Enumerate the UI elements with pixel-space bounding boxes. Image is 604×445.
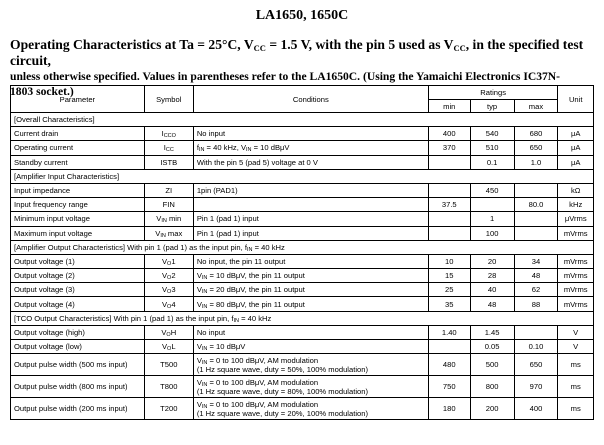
text-part: No input, the pin 11 output xyxy=(196,256,286,266)
min-cell: 35 xyxy=(428,297,470,311)
typ-cell: 510 xyxy=(470,141,514,155)
symbol-cell xyxy=(144,398,193,420)
subscript: IN xyxy=(201,381,208,388)
subscript: IN xyxy=(201,403,208,410)
table-row xyxy=(11,354,594,376)
max-cell xyxy=(514,226,558,240)
symbol-suffix: 4 xyxy=(171,299,176,309)
text-part: = 20 dBμV, the pin 11 output xyxy=(207,285,305,295)
typ-cell: 40 xyxy=(470,283,514,297)
typ-cell: 28 xyxy=(470,269,514,283)
table-row xyxy=(11,183,594,197)
typ-cell: 0.1 xyxy=(470,155,514,169)
max-cell: 80.0 xyxy=(514,198,558,212)
conditions-cell xyxy=(193,354,428,376)
subscript: IN xyxy=(201,359,208,366)
unit-cell: μA xyxy=(558,155,594,169)
typ-cell: 100 xyxy=(470,226,514,240)
subscript: IN xyxy=(201,289,208,296)
symbol-suffix: 2 xyxy=(171,271,176,281)
symbol-main: V xyxy=(156,214,162,224)
min-cell xyxy=(428,340,470,354)
text-part: = 40 kHz xyxy=(252,242,285,252)
text-part: (1 Hz square wave, duty = 50%, 100% modulation) xyxy=(196,364,368,374)
table-row xyxy=(11,254,594,268)
text-part: No input xyxy=(196,129,226,139)
heading-line2: unless otherwise specified. Values in parentheses refer to the LA1650C. (Using the Yamaichi Electronics IC37N- xyxy=(10,70,561,83)
symbol-suffix: min xyxy=(166,214,182,224)
text-part: (1 Hz square wave, duty = 80%, 100% modulation) xyxy=(196,386,368,396)
parameter-cell: Output voltage (1) xyxy=(11,254,145,268)
typ-cell: 450 xyxy=(470,183,514,197)
conditions-cell xyxy=(193,376,428,398)
table-row xyxy=(11,340,594,354)
parameter-cell: Output pulse width (200 ms input) xyxy=(11,398,145,420)
symbol-sub: O xyxy=(167,346,172,353)
text-part: = 10 dBμV xyxy=(207,342,246,352)
unit-cell: mVrms xyxy=(558,254,594,268)
symbol-main: ZI xyxy=(165,186,173,196)
text-part: V xyxy=(196,399,202,409)
conditions-cell xyxy=(193,155,428,169)
heading-part5: CC xyxy=(453,43,466,53)
unit-cell: ms xyxy=(558,354,594,376)
typ-cell: 800 xyxy=(470,376,514,398)
text-part: V xyxy=(196,299,202,309)
max-cell xyxy=(514,325,558,339)
symbol-cell xyxy=(144,376,193,398)
section-header-row xyxy=(11,240,594,254)
symbol-suffix: 1 xyxy=(171,256,176,266)
symbol-suffix: max xyxy=(165,228,183,238)
unit-cell: mVrms xyxy=(558,226,594,240)
min-cell xyxy=(428,212,470,226)
table-row xyxy=(11,376,594,398)
text-part: f xyxy=(196,143,199,153)
conditions-cell xyxy=(193,254,428,268)
operating-characteristics-table xyxy=(10,85,594,420)
unit-cell: μA xyxy=(558,141,594,155)
heading-part1: Operating Characteristics xyxy=(10,37,162,52)
symbol-cell xyxy=(144,297,193,311)
text-part: [TCO Output Characteristics] With pin 1 (pad 1) as the input pin, f xyxy=(14,313,234,323)
heading-part4: = 1.5 V, with the pin 5 used as V xyxy=(265,37,454,52)
symbol-sub: IN xyxy=(161,218,167,225)
min-cell: 480 xyxy=(428,354,470,376)
conditions-cell xyxy=(193,325,428,339)
section-title xyxy=(11,311,594,325)
symbol-suffix: H xyxy=(170,327,177,337)
max-cell: 0.10 xyxy=(514,340,558,354)
text-part: = 40 kHz, V xyxy=(204,143,247,153)
min-cell: 1.40 xyxy=(428,325,470,339)
max-cell xyxy=(514,183,558,197)
unit-cell: kHz xyxy=(558,198,594,212)
typ-cell: 0.05 xyxy=(470,340,514,354)
symbol-sub: O xyxy=(167,275,172,282)
table-row xyxy=(11,398,594,420)
conditions-cell xyxy=(193,398,428,420)
parameter-cell: Output voltage (high) xyxy=(11,325,145,339)
typ-cell: 200 xyxy=(470,398,514,420)
text-part: V xyxy=(196,355,202,365)
min-cell: 400 xyxy=(428,127,470,141)
min-cell: 15 xyxy=(428,269,470,283)
symbol-cell xyxy=(144,127,193,141)
conditions-cell xyxy=(193,212,428,226)
symbol-cell xyxy=(144,325,193,339)
symbol-cell xyxy=(144,283,193,297)
header-max: max xyxy=(514,100,558,113)
table-body xyxy=(11,113,594,420)
min-cell: 37.5 xyxy=(428,198,470,212)
table-row xyxy=(11,212,594,226)
text-part: V xyxy=(196,285,202,295)
max-cell: 400 xyxy=(514,398,558,420)
max-cell: 88 xyxy=(514,297,558,311)
max-cell: 680 xyxy=(514,127,558,141)
max-cell: 1.0 xyxy=(514,155,558,169)
subscript: IN xyxy=(246,147,252,154)
symbol-main: I xyxy=(161,129,164,139)
min-cell: 25 xyxy=(428,283,470,297)
table-row xyxy=(11,269,594,283)
symbol-cell xyxy=(144,141,193,155)
conditions-cell xyxy=(193,226,428,240)
max-cell: 62 xyxy=(514,283,558,297)
symbol-main: V xyxy=(161,285,168,295)
section-header-row xyxy=(11,113,594,127)
parameter-cell: Input impedance xyxy=(11,183,145,197)
symbol-sub: O xyxy=(167,260,172,267)
symbol-sub: O xyxy=(167,303,172,310)
parameter-cell: Output voltage (4) xyxy=(11,297,145,311)
table-row xyxy=(11,283,594,297)
symbol-cell xyxy=(144,226,193,240)
conditions-cell xyxy=(193,183,428,197)
typ-cell: 1.45 xyxy=(470,325,514,339)
text-part: [Amplifier Output Characteristics] With pin 1 (pad 1) as the input pin, f xyxy=(14,242,247,252)
symbol-sub: O xyxy=(167,289,172,296)
text-part: = 0 to 100 dBμV, AM modulation xyxy=(207,355,319,365)
table-row xyxy=(11,325,594,339)
heading-line3: 1803 socket.) xyxy=(10,85,74,98)
parameter-cell: Output pulse width (800 ms input) xyxy=(11,376,145,398)
unit-cell: ms xyxy=(558,376,594,398)
typ-cell: 20 xyxy=(470,254,514,268)
table-row xyxy=(11,226,594,240)
unit-cell: mVrms xyxy=(558,297,594,311)
symbol-sub: CCO xyxy=(163,133,176,140)
unit-cell: μVrms xyxy=(558,212,594,226)
symbol-main: V xyxy=(161,256,168,266)
header-typ: typ xyxy=(470,100,514,113)
unit-cell: V xyxy=(558,340,594,354)
symbol-main: V xyxy=(161,271,168,281)
min-cell xyxy=(428,226,470,240)
conditions-cell xyxy=(193,127,428,141)
unit-cell: mVrms xyxy=(558,283,594,297)
symbol-main: ISTB xyxy=(160,157,178,167)
parameter-cell: Maximum input voltage xyxy=(11,226,145,240)
symbol-main: T800 xyxy=(160,382,178,392)
min-cell: 750 xyxy=(428,376,470,398)
max-cell: 48 xyxy=(514,269,558,283)
header-min: min xyxy=(428,100,470,113)
section-header-row xyxy=(11,311,594,325)
text-part: V xyxy=(196,271,202,281)
header-unit: Unit xyxy=(558,86,594,113)
symbol-cell xyxy=(144,254,193,268)
conditions-cell xyxy=(193,297,428,311)
symbol-cell xyxy=(144,212,193,226)
parameter-cell: Output voltage (2) xyxy=(11,269,145,283)
text-part: = 0 to 100 dBμV, AM modulation xyxy=(207,377,319,387)
text-part: No input xyxy=(196,327,226,337)
unit-cell: ms xyxy=(558,398,594,420)
text-part: = 10 dBμV xyxy=(251,143,290,153)
parameter-cell: Standby current xyxy=(11,155,145,169)
typ-cell: 500 xyxy=(470,354,514,376)
symbol-suffix: 3 xyxy=(171,285,176,295)
section-title xyxy=(11,240,594,254)
max-cell: 970 xyxy=(514,376,558,398)
min-cell xyxy=(428,155,470,169)
text-part: V xyxy=(196,342,202,352)
min-cell: 370 xyxy=(428,141,470,155)
subscript: IN xyxy=(201,275,208,282)
unit-cell: mVrms xyxy=(558,269,594,283)
symbol-cell xyxy=(144,354,193,376)
min-cell xyxy=(428,183,470,197)
table-row xyxy=(11,297,594,311)
max-cell: 34 xyxy=(514,254,558,268)
typ-cell xyxy=(470,198,514,212)
heading-part2: at Ta = 25°C, V xyxy=(161,37,254,52)
heading-part6: , in the specified test circuit, xyxy=(10,37,584,68)
table-row xyxy=(11,155,594,169)
subscript: IN xyxy=(198,147,205,154)
min-cell: 10 xyxy=(428,254,470,268)
text-part: Pin 1 (pad 1) input xyxy=(196,228,259,238)
parameter-cell: Operating current xyxy=(11,141,145,155)
symbol-main: T500 xyxy=(160,360,178,370)
symbol-sub: O xyxy=(166,331,171,338)
header-conditions: Conditions xyxy=(193,86,428,113)
parameter-cell: Output pulse width (500 ms input) xyxy=(11,354,145,376)
min-cell: 180 xyxy=(428,398,470,420)
text-part: = 40 kHz xyxy=(238,313,272,323)
symbol-cell xyxy=(144,183,193,197)
symbol-sub: CC xyxy=(165,147,174,154)
table-row xyxy=(11,141,594,155)
symbol-cell xyxy=(144,155,193,169)
text-part: 1pin (PAD1) xyxy=(196,186,238,196)
symbol-main: T200 xyxy=(160,404,178,414)
parameter-cell: Output voltage (3) xyxy=(11,283,145,297)
conditions-cell xyxy=(193,198,428,212)
max-cell: 650 xyxy=(514,354,558,376)
table-row xyxy=(11,127,594,141)
unit-cell: kΩ xyxy=(558,183,594,197)
max-cell: 650 xyxy=(514,141,558,155)
symbol-main: FIN xyxy=(162,200,175,210)
header-symbol: Symbol xyxy=(144,86,193,113)
text-part: Pin 1 (pad 1) input xyxy=(196,214,259,224)
heading-part3: CC xyxy=(253,43,266,53)
symbol-main: V xyxy=(161,327,167,337)
typ-cell: 48 xyxy=(470,297,514,311)
parameter-cell: Input frequency range xyxy=(11,198,145,212)
unit-cell: μA xyxy=(558,127,594,141)
header-parameter: Parameter xyxy=(11,86,145,113)
parameter-cell: Output voltage (low) xyxy=(11,340,145,354)
table-row xyxy=(11,198,594,212)
symbol-suffix: L xyxy=(171,342,176,352)
conditions-cell xyxy=(193,141,428,155)
text-part: V xyxy=(196,377,202,387)
symbol-cell xyxy=(144,340,193,354)
subscript: IN xyxy=(233,317,239,324)
section-header-row xyxy=(11,169,594,183)
unit-cell: V xyxy=(558,325,594,339)
page-title: LA1650, 1650C xyxy=(255,8,349,23)
header-ratings: Ratings xyxy=(428,86,558,100)
subscript: IN xyxy=(201,346,208,353)
parameter-cell: Current drain xyxy=(11,127,145,141)
symbol-main: I xyxy=(163,143,166,153)
text-part: With the pin 5 (pad 5) voltage at 0 V xyxy=(196,157,318,167)
subscript: IN xyxy=(201,303,208,310)
conditions-cell xyxy=(193,340,428,354)
parameter-cell: Minimum input voltage xyxy=(11,212,145,226)
text-part: = 0 to 100 dBμV, AM modulation xyxy=(207,399,319,409)
symbol-main: V xyxy=(161,299,168,309)
conditions-cell xyxy=(193,283,428,297)
typ-cell: 1 xyxy=(470,212,514,226)
symbol-cell xyxy=(144,269,193,283)
symbol-cell xyxy=(144,198,193,212)
symbol-main: V xyxy=(155,228,161,238)
section-title: [Amplifier Input Characteristics] xyxy=(11,169,594,183)
text-part: (1 Hz square wave, duty = 20%, 100% modulation) xyxy=(196,408,368,418)
section-title: [Overall Characteristics] xyxy=(11,113,594,127)
text-part: = 80 dBμV, the pin 11 output xyxy=(207,299,305,309)
conditions-cell xyxy=(193,269,428,283)
max-cell xyxy=(514,212,558,226)
symbol-sub: IN xyxy=(160,232,166,239)
text-part: = 10 dBμV, the pin 11 output xyxy=(207,271,305,281)
subscript: IN xyxy=(246,246,253,253)
typ-cell: 540 xyxy=(470,127,514,141)
symbol-main: V xyxy=(161,342,168,352)
